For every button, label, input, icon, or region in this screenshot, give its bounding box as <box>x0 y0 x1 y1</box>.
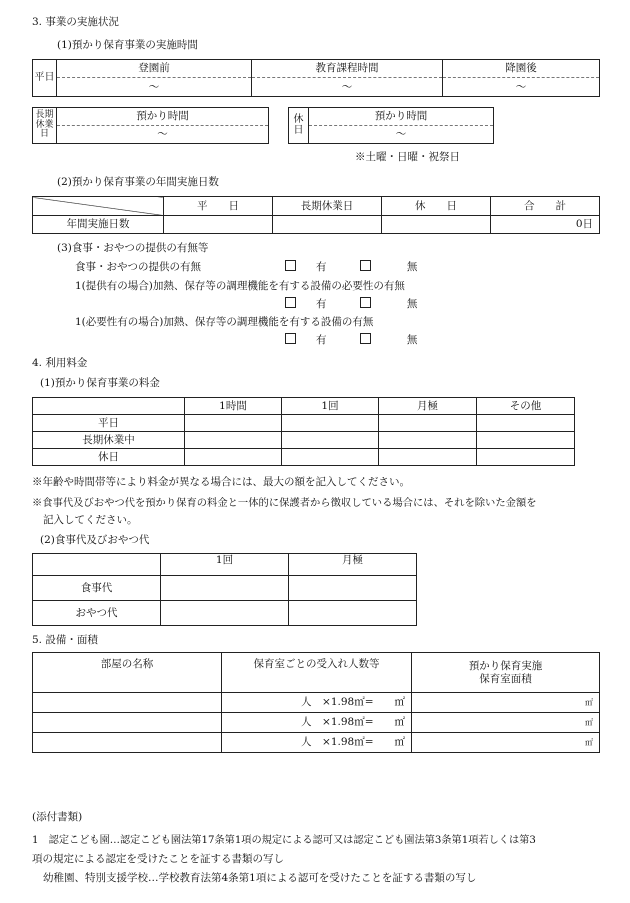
days-holiday-value[interactable] <box>382 216 491 234</box>
meal-fee-cell[interactable] <box>289 576 417 601</box>
attachments-heading: (添付書類) <box>32 811 83 823</box>
section-4-2-heading: (2)食事代及びおやつ代 <box>40 534 150 546</box>
cooking-equipment-options: 有 無 <box>285 332 417 347</box>
long-vacation-hours[interactable]: 〜 <box>57 126 269 144</box>
attachment-line-3: 幼稚園、特別支援学校…学校教育法第4条第1項による認可を受けたことを証する書類の写し <box>43 872 477 884</box>
cooking-equipment-question: 1(必要性有の場合)加熱、保存等の調理機能を有する設備の有無 <box>75 316 374 328</box>
days-col-total: 合 計 <box>491 197 600 216</box>
room-name-cell[interactable] <box>33 713 222 733</box>
yes-checkbox[interactable] <box>285 260 296 271</box>
fee-note-2b: 記入してください。 <box>43 514 138 526</box>
fee-cell[interactable] <box>477 432 575 449</box>
col-before-arrival: 登園前 <box>57 60 252 78</box>
section-4-1-heading: (1)預かり保育事業の料金 <box>40 377 160 389</box>
section-3-1-heading: (1)預かり保育事業の実施時間 <box>57 39 198 51</box>
cooking-need-options: 有 無 <box>285 296 417 311</box>
section-3-heading: 3. 事業の実施状況 <box>32 16 119 28</box>
days-col-holiday: 休 日 <box>382 197 491 216</box>
long-vacation-hours-header: 預かり時間 <box>57 108 269 126</box>
capacity-cell[interactable]: 人 ×1.98㎡= ㎡ <box>222 693 412 713</box>
fee-row-label: 長期休業中 <box>33 432 185 449</box>
fee-table <box>32 397 575 466</box>
no-checkbox[interactable] <box>360 260 371 271</box>
days-col-long-vacation: 長期休業日 <box>273 197 382 216</box>
fee-note-1: ※年齢や時間帯等により料金が異なる場合には、最大の額を記入してください。 <box>32 476 410 488</box>
meal-row-label: 食事代 <box>33 576 161 601</box>
days-col-weekday: 平 日 <box>164 197 273 216</box>
before-arrival-time[interactable]: 〜 <box>57 78 252 97</box>
section-5-heading: 5. 設備・面積 <box>32 634 98 646</box>
section-3-2-heading: (2)預かり保育事業の年間実施日数 <box>57 176 219 188</box>
attachment-line-1: 1 認定こども園…認定こども園法第17条第1項の規定による認可又は認定こども園法第3条第1項若しくは第3 <box>32 835 536 846</box>
holiday-hours[interactable]: 〜 <box>309 126 494 144</box>
meal-col-per-visit: 1回 <box>161 554 289 576</box>
annual-days-table <box>32 196 600 234</box>
cooking-need-question: 1(提供有の場合)加熱、保存等の調理機能を有する設備の必要性の有無 <box>75 280 405 292</box>
meal-row-label: おやつ代 <box>33 601 161 626</box>
fee-col-other: その他 <box>477 398 575 415</box>
yes-checkbox[interactable] <box>285 333 296 344</box>
no-checkbox[interactable] <box>360 297 371 308</box>
col-area: 預かり保育実施 保育室面積 <box>412 653 600 693</box>
curriculum-time[interactable]: 〜 <box>252 78 443 97</box>
capacity-cell[interactable]: 人 ×1.98㎡= ㎡ <box>222 733 412 753</box>
long-vacation-label: 長期休業日 <box>33 108 57 144</box>
attachment-line-2: 項の規定による認定を受けたことを証する書類の写し <box>32 853 284 865</box>
fee-col-hourly: 1時間 <box>185 398 282 415</box>
meal-col-monthly: 月極 <box>289 554 417 576</box>
weekday-hours-table <box>32 59 600 97</box>
fee-col-per-visit: 1回 <box>282 398 379 415</box>
meal-fee-cell[interactable] <box>161 576 289 601</box>
days-long-vacation-value[interactable] <box>273 216 382 234</box>
after-dismissal-time[interactable]: 〜 <box>443 78 600 97</box>
section-3-3-heading: (3)食事・おやつの提供の有無等 <box>57 242 209 254</box>
fee-cell[interactable] <box>477 449 575 466</box>
fee-cell[interactable] <box>185 449 282 466</box>
fee-cell[interactable] <box>185 415 282 432</box>
holiday-hours-header: 預かり時間 <box>309 108 494 126</box>
days-weekday-value[interactable] <box>164 216 273 234</box>
diagonal-header-cell <box>33 197 164 216</box>
fee-cell[interactable] <box>379 415 477 432</box>
fee-row-label: 平日 <box>33 415 185 432</box>
meal-fee-cell[interactable] <box>289 601 417 626</box>
holiday-label: 休日 <box>289 108 309 144</box>
days-total-value: 0日 <box>491 216 600 234</box>
room-name-cell[interactable] <box>33 733 222 753</box>
col-curriculum-time: 教育課程時間 <box>252 60 443 78</box>
fee-header-blank <box>33 398 185 415</box>
col-room-name: 部屋の名称 <box>33 653 222 693</box>
capacity-cell[interactable]: 人 ×1.98㎡= ㎡ <box>222 713 412 733</box>
area-cell[interactable]: ㎡ <box>412 733 600 753</box>
fee-cell[interactable] <box>185 432 282 449</box>
holiday-table <box>288 107 494 144</box>
no-checkbox[interactable] <box>360 333 371 344</box>
long-vacation-table <box>32 107 269 144</box>
meal-provided-options: 有 無 <box>285 259 417 274</box>
fee-row-label: 休日 <box>33 449 185 466</box>
col-after-dismissal: 降園後 <box>443 60 600 78</box>
fee-cell[interactable] <box>379 432 477 449</box>
meal-fee-table <box>32 553 417 626</box>
area-cell[interactable]: ㎡ <box>412 713 600 733</box>
room-name-cell[interactable] <box>33 693 222 713</box>
area-cell[interactable]: ㎡ <box>412 693 600 713</box>
holiday-note: ※土曜・日曜・祝祭日 <box>355 151 460 163</box>
fee-note-2a: ※食事代及びおやつ代を預かり保育の料金と一体的に保護者から徴収している場合には、それを除いた金額を <box>32 497 537 509</box>
section-4-heading: 4. 利用料金 <box>32 357 88 369</box>
col-capacity: 保育室ごとの受入れ人数等 <box>222 653 412 693</box>
meal-header-blank <box>33 554 161 576</box>
days-row-label: 年間実施日数 <box>33 216 164 234</box>
fee-cell[interactable] <box>282 415 379 432</box>
fee-cell[interactable] <box>282 449 379 466</box>
fee-cell[interactable] <box>477 415 575 432</box>
fee-col-monthly: 月極 <box>379 398 477 415</box>
meal-fee-cell[interactable] <box>161 601 289 626</box>
fee-cell[interactable] <box>282 432 379 449</box>
facility-table <box>32 652 600 753</box>
meal-provided-question: 食事・おやつの提供の有無 <box>75 261 201 273</box>
fee-cell[interactable] <box>379 449 477 466</box>
yes-checkbox[interactable] <box>285 297 296 308</box>
weekday-label: 平日 <box>33 60 57 97</box>
